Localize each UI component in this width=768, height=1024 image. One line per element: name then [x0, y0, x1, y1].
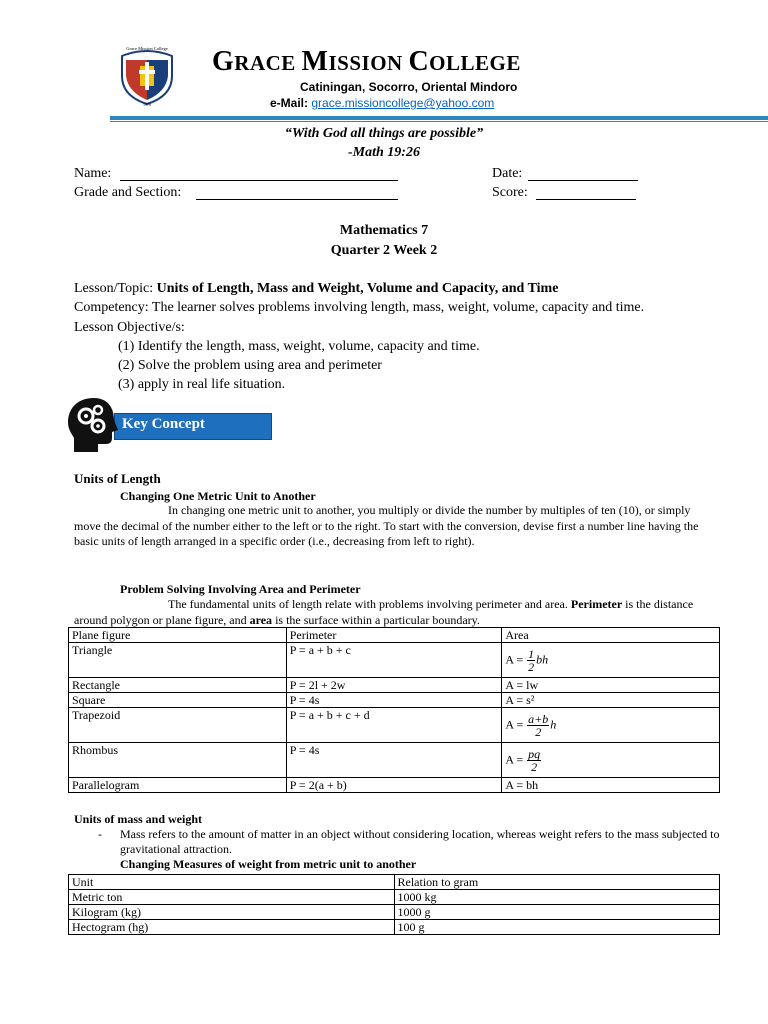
figure-cell: Square — [69, 693, 287, 708]
unit-cell: Hectogram (hg) — [69, 920, 395, 935]
score-field[interactable] — [536, 199, 636, 200]
table-row — [69, 678, 720, 693]
head-gears-icon — [64, 396, 124, 454]
relation-cell: 100 g — [394, 920, 720, 935]
perimeter-cell: P = a + b + c — [286, 643, 502, 678]
objective-item: (1) Identify the length, mass, weight, volume, capacity and time. — [118, 339, 480, 354]
table-row — [69, 708, 720, 743]
length-heading: Units of Length — [74, 471, 161, 486]
mass-heading: Units of mass and weight — [74, 812, 203, 826]
quote-text: “With God all things are possible” — [284, 126, 484, 141]
length-sub1: Changing One Metric Unit to Another — [120, 489, 316, 503]
figures-table — [68, 627, 720, 793]
grade-label: Grade and Section: — [74, 185, 182, 200]
date-label: Date: — [492, 166, 523, 181]
mass-bullet: Mass refers to the amount of matter in an object without considering location, whereas weight refers to the mass subjected to gravitational attraction. — [120, 827, 720, 856]
objective-item: (3) apply in real life situation. — [118, 377, 286, 392]
table-row — [69, 693, 720, 708]
length-para1: In changing one metric unit to another, you multiply or divide the number by multiples of ten (10), or simply move the decimal of the number either to the left or to the right. To start with the conversion, devise first a number line having the basic units of length arranged in a specific order (i.e., decreasing from left to right). — [74, 503, 699, 548]
figure-cell: Rectangle — [69, 678, 287, 693]
weight-table — [68, 874, 720, 935]
perimeter-cell: P = 2l + 2w — [286, 678, 502, 693]
name-field[interactable] — [120, 180, 398, 181]
crest-year: 1976 — [143, 102, 151, 106]
college-address: Catiningan, Socorro, Oriental Mindoro — [300, 80, 518, 94]
date-field[interactable] — [528, 180, 638, 181]
table-header: Relation to gram — [394, 875, 720, 890]
area-cell: A = $\frac{pq}{2}$ — [502, 743, 720, 778]
grade-field[interactable] — [196, 199, 398, 200]
period-title: Quarter 2 Week 2 — [330, 243, 438, 258]
crest-text: Grace Mission College — [126, 46, 168, 51]
table-row — [69, 643, 720, 678]
key-concept-label: Key Concept — [122, 416, 205, 432]
table-row — [69, 743, 720, 778]
college-name: GRACE MISSION COLLEGE — [212, 46, 521, 77]
figure-cell: Triangle — [69, 643, 287, 678]
perimeter-cell: P = 4s — [286, 693, 502, 708]
mass-sub: Changing Measures of weight from metric unit to another — [120, 857, 417, 871]
lesson-topic: Lesson/Topic: Units of Length, Mass and Weight, Volume and Capacity, and Time — [74, 281, 559, 296]
length-sub2: Problem Solving Involving Area and Perimeter — [120, 582, 361, 596]
unit-cell: Kilogram (kg) — [69, 905, 395, 920]
relation-cell: 1000 kg — [394, 890, 720, 905]
email-link[interactable]: grace.missioncollege@yahoo.com — [311, 96, 495, 110]
college-crest-logo — [120, 40, 174, 106]
table-header: Area — [502, 628, 720, 643]
area-cell: A = $\frac{1}{2}$ bh — [502, 643, 720, 678]
header-rule-thin — [110, 121, 768, 122]
length-para2: The fundamental units of length relate with problems involving perimeter and area. Perimeter is the distance around polygon or plane figure, and area is the surface within a particular boundary. — [74, 597, 694, 627]
unit-cell: Metric ton — [69, 890, 395, 905]
area-cell: A = $\frac{a+b}{2}$ h — [502, 708, 720, 743]
area-cell: A = bh — [502, 778, 720, 793]
perimeter-cell: P = 2(a + b) — [286, 778, 502, 793]
bullet-dash: - — [98, 827, 102, 841]
perimeter-cell: P = 4s — [286, 743, 502, 778]
header-rule — [110, 116, 768, 120]
area-cell: A = s² — [502, 693, 720, 708]
email-line: e-Mail: grace.missioncollege@yahoo.com — [270, 96, 495, 110]
table-row — [69, 778, 720, 793]
perimeter-cell: P = a + b + c + d — [286, 708, 502, 743]
table-header-row — [69, 628, 720, 643]
table-row — [69, 905, 720, 920]
competency: Competency: The learner solves problems involving length, mass, weight, volume, capacity and time. — [74, 300, 645, 315]
table-row — [69, 920, 720, 935]
relation-cell: 1000 g — [394, 905, 720, 920]
name-label: Name: — [74, 166, 112, 181]
table-header: Plane figure — [69, 628, 287, 643]
figure-cell: Parallelogram — [69, 778, 287, 793]
table-header: Perimeter — [286, 628, 502, 643]
figure-cell: Rhombus — [69, 743, 287, 778]
area-cell: A = lw — [502, 678, 720, 693]
table-row — [69, 890, 720, 905]
quote-source: -Math 19:26 — [348, 145, 420, 160]
subject-title: Mathematics 7 — [339, 223, 429, 238]
objective-item: (2) Solve the problem using area and perimeter — [118, 358, 382, 373]
figure-cell: Trapezoid — [69, 708, 287, 743]
table-header-row — [69, 875, 720, 890]
objectives-label: Lesson Objective/s: — [74, 320, 185, 335]
table-header: Unit — [69, 875, 395, 890]
score-label: Score: — [492, 185, 528, 200]
